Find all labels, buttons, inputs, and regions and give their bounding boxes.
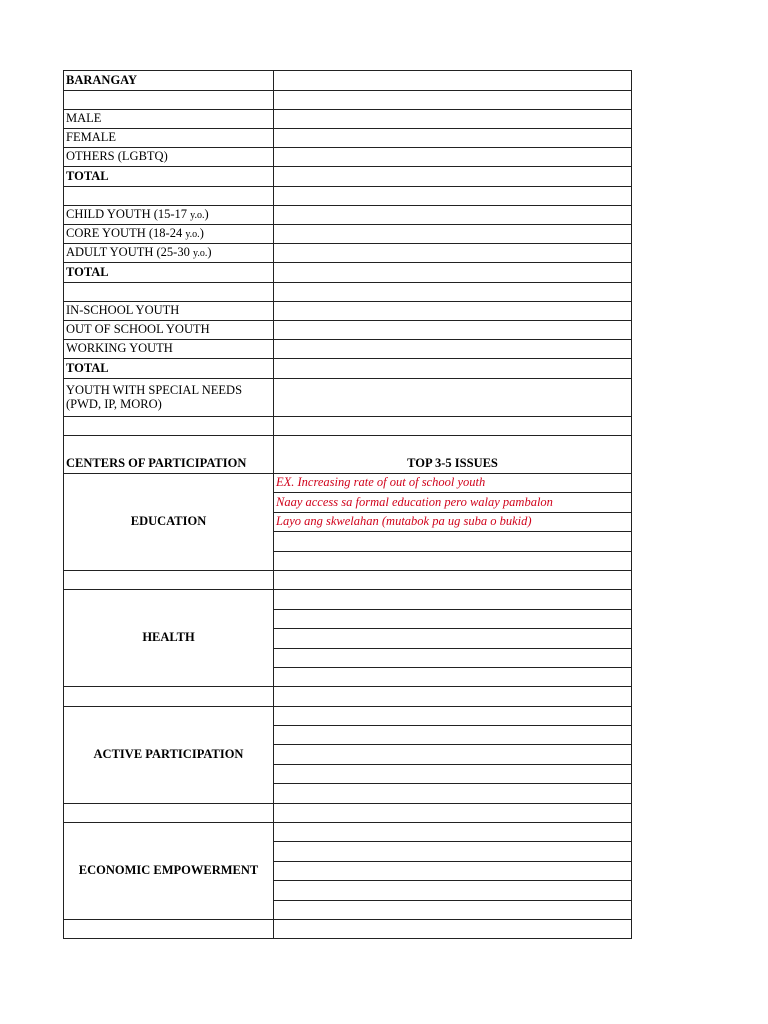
blank-cell	[64, 283, 274, 302]
issues-header: TOP 3-5 ISSUES	[274, 436, 632, 474]
issue-cell[interactable]	[274, 648, 632, 667]
blank-cell	[274, 187, 632, 206]
issue-cell[interactable]	[274, 784, 632, 803]
issue-cell[interactable]	[274, 551, 632, 570]
blank-cell	[274, 919, 632, 938]
special-needs-label: YOUTH WITH SPECIAL NEEDS (PWD, IP, MORO)	[64, 379, 274, 417]
others-label: OTHERS (LGBTQ)	[64, 148, 274, 167]
gender-total-label: TOTAL	[64, 167, 274, 187]
blank-cell	[64, 570, 274, 589]
issue-cell[interactable]	[274, 667, 632, 686]
core-youth-value-cell[interactable]	[274, 225, 632, 244]
others-value-cell[interactable]	[274, 148, 632, 167]
issue-cell[interactable]	[274, 609, 632, 628]
center-name: EDUCATION	[64, 474, 274, 571]
blank-cell	[274, 283, 632, 302]
adult-youth-value-cell[interactable]	[274, 244, 632, 263]
male-label: MALE	[64, 110, 274, 129]
issue-cell[interactable]	[274, 629, 632, 648]
barangay-label: BARANGAY	[64, 71, 274, 91]
blank-cell	[64, 687, 274, 706]
issue-cell[interactable]: Naay access sa formal education pero walay pambalon	[274, 493, 632, 512]
center-name: ECONOMIC EMPOWERMENT	[64, 823, 274, 920]
issue-cell[interactable]	[274, 823, 632, 842]
status-total-label: TOTAL	[64, 359, 274, 379]
working-youth-value-cell[interactable]	[274, 340, 632, 359]
blank-cell	[64, 919, 274, 938]
blank-cell	[274, 803, 632, 822]
issue-cell[interactable]: Layo ang skwelahan (mutabok pa ug suba o bukid)	[274, 512, 632, 531]
center-name: ACTIVE PARTICIPATION	[64, 706, 274, 803]
youth-profile-form	[63, 70, 632, 939]
female-label: FEMALE	[64, 129, 274, 148]
issue-cell[interactable]	[274, 726, 632, 745]
issue-cell[interactable]	[274, 590, 632, 609]
barangay-value-cell[interactable]	[274, 71, 632, 91]
centers-section	[64, 474, 632, 939]
out-of-school-value-cell[interactable]	[274, 321, 632, 340]
blank-cell	[64, 91, 274, 110]
blank-cell	[274, 417, 632, 436]
issue-cell[interactable]	[274, 706, 632, 725]
issue-cell[interactable]	[274, 532, 632, 551]
core-youth-label: CORE YOUTH (18-24 y.o.)	[64, 225, 274, 244]
male-value-cell[interactable]	[274, 110, 632, 129]
issue-cell[interactable]	[274, 764, 632, 783]
issue-cell[interactable]	[274, 745, 632, 764]
in-school-value-cell[interactable]	[274, 302, 632, 321]
status-total-value-cell[interactable]	[274, 359, 632, 379]
blank-cell	[274, 570, 632, 589]
female-value-cell[interactable]	[274, 129, 632, 148]
gender-total-value-cell[interactable]	[274, 167, 632, 187]
issue-cell[interactable]: EX. Increasing rate of out of school youth	[274, 474, 632, 493]
child-youth-label: CHILD YOUTH (15-17 y.o.)	[64, 206, 274, 225]
special-needs-value-cell[interactable]	[274, 379, 632, 417]
issue-cell[interactable]	[274, 842, 632, 861]
out-of-school-label: OUT OF SCHOOL YOUTH	[64, 321, 274, 340]
blank-cell	[64, 187, 274, 206]
center-name: HEALTH	[64, 590, 274, 687]
age-total-label: TOTAL	[64, 263, 274, 283]
blank-cell	[274, 91, 632, 110]
blank-cell	[64, 803, 274, 822]
issue-cell[interactable]	[274, 881, 632, 900]
adult-youth-label: ADULT YOUTH (25-30 y.o.)	[64, 244, 274, 263]
issue-cell[interactable]	[274, 900, 632, 919]
centers-header: CENTERS OF PARTICIPATION	[64, 436, 274, 474]
in-school-label: IN-SCHOOL YOUTH	[64, 302, 274, 321]
working-youth-label: WORKING YOUTH	[64, 340, 274, 359]
age-total-value-cell[interactable]	[274, 263, 632, 283]
child-youth-value-cell[interactable]	[274, 206, 632, 225]
blank-cell	[274, 687, 632, 706]
issue-cell[interactable]	[274, 861, 632, 880]
blank-cell	[64, 417, 274, 436]
